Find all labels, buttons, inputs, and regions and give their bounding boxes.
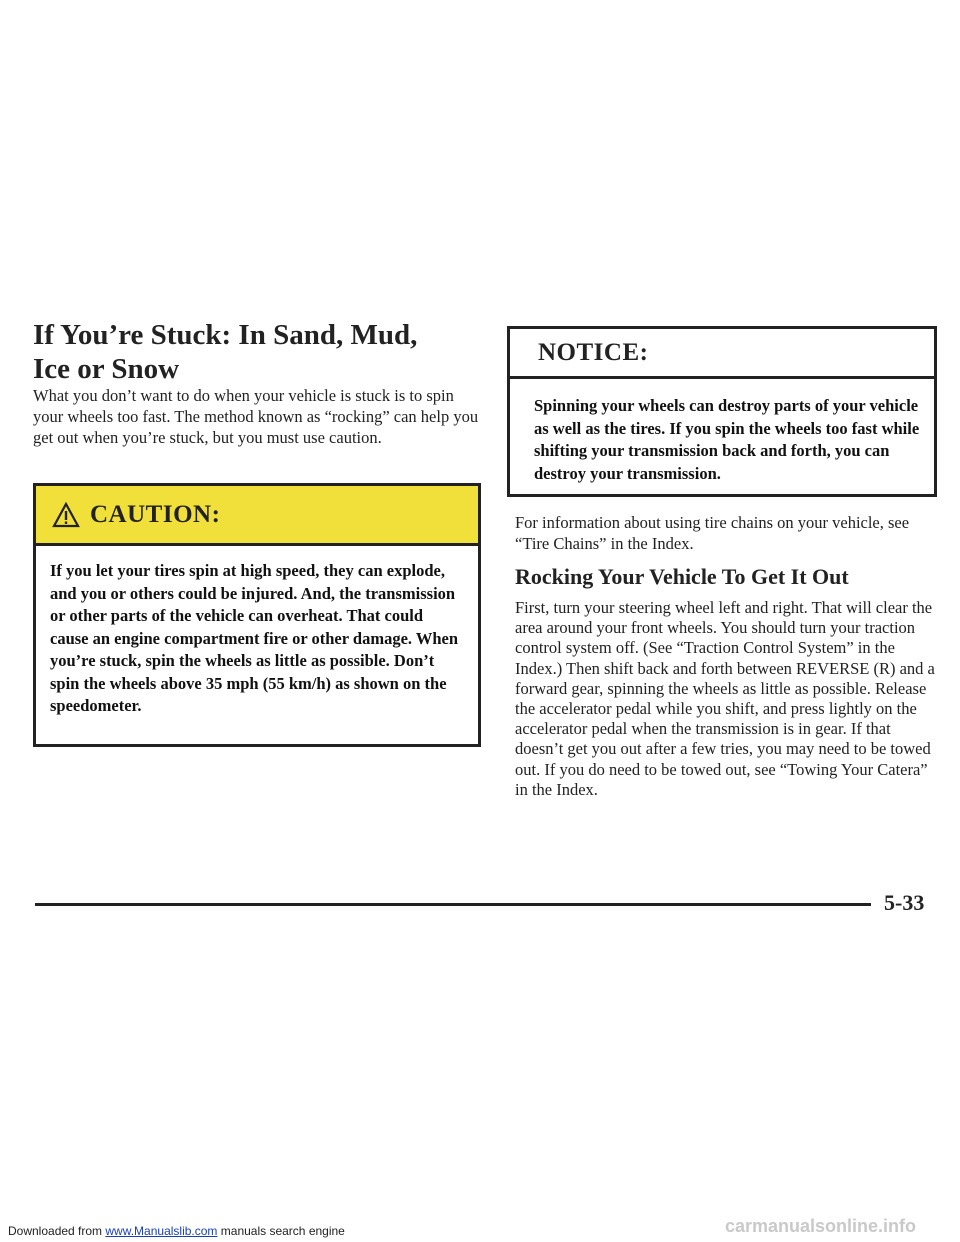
warning-triangle-icon (52, 502, 80, 528)
notice-label: NOTICE: (538, 338, 649, 366)
rocking-heading: Rocking Your Vehicle To Get It Out (515, 564, 849, 589)
heading-line-2: Ice or Snow (33, 353, 180, 385)
footer-prefix: Downloaded from (8, 1224, 106, 1238)
rocking-paragraph: First, turn your steering wheel left and right. That will clear the area around your front wheels. You should turn your traction control system off. (See “Traction Control System” in the Index.) Then shift back and forth between REVERSE (R) and a forward gear, spinning the wheels as little as possible. Release the accelerator pedal while you shift, and press lightly on the accelerator pedal when the transmission is in gear. If that doesn’t get you out after a few tries, you may need to be towed out. If you do need to be towed out, see “Towing Your Catera” in the Index. (515, 598, 935, 799)
download-footer (8, 1224, 345, 1238)
caution-header (36, 486, 478, 546)
page-number: 5-33 (884, 890, 925, 915)
notice-header (510, 329, 934, 379)
caution-label: CAUTION: (90, 500, 221, 528)
notice-text: Spinning your wheels can destroy parts of your vehicle as well as the tires. If you spin the wheels too fast while shifting your transmission back and forth, you can destroy your transmission. (534, 396, 920, 483)
watermark: carmanualsonline.info (725, 1216, 917, 1236)
footer-suffix: manuals search engine (217, 1224, 345, 1238)
manualslib-link[interactable]: www.Manualslib.com (105, 1224, 218, 1238)
heading-line-1: If You’re Stuck: In Sand, Mud, (33, 319, 418, 351)
intro-paragraph: What you don’t want to do when your vehicle is stuck is to spin your wheels too fast. The method known as “rocking” can help you get out when you’re stuck, but you must use caution. (33, 386, 479, 447)
caution-box (33, 483, 481, 747)
footer-rule (35, 903, 871, 906)
tire-chains-paragraph: For information about using tire chains on your vehicle, see “Tire Chains” in the Index. (515, 513, 910, 553)
section-heading (33, 318, 473, 386)
caution-text: If you let your tires spin at high speed, they can explode, and you or others could be injured. And, the transmission or other parts of the vehicle can overheat. That could cause an engine compartment fire or other damage. When you’re stuck, spin the wheels as little as possible. Don’t spin the wheels above 35 mph (55 km/h) as shown on the speedometer. (50, 561, 459, 715)
notice-box (507, 326, 937, 497)
